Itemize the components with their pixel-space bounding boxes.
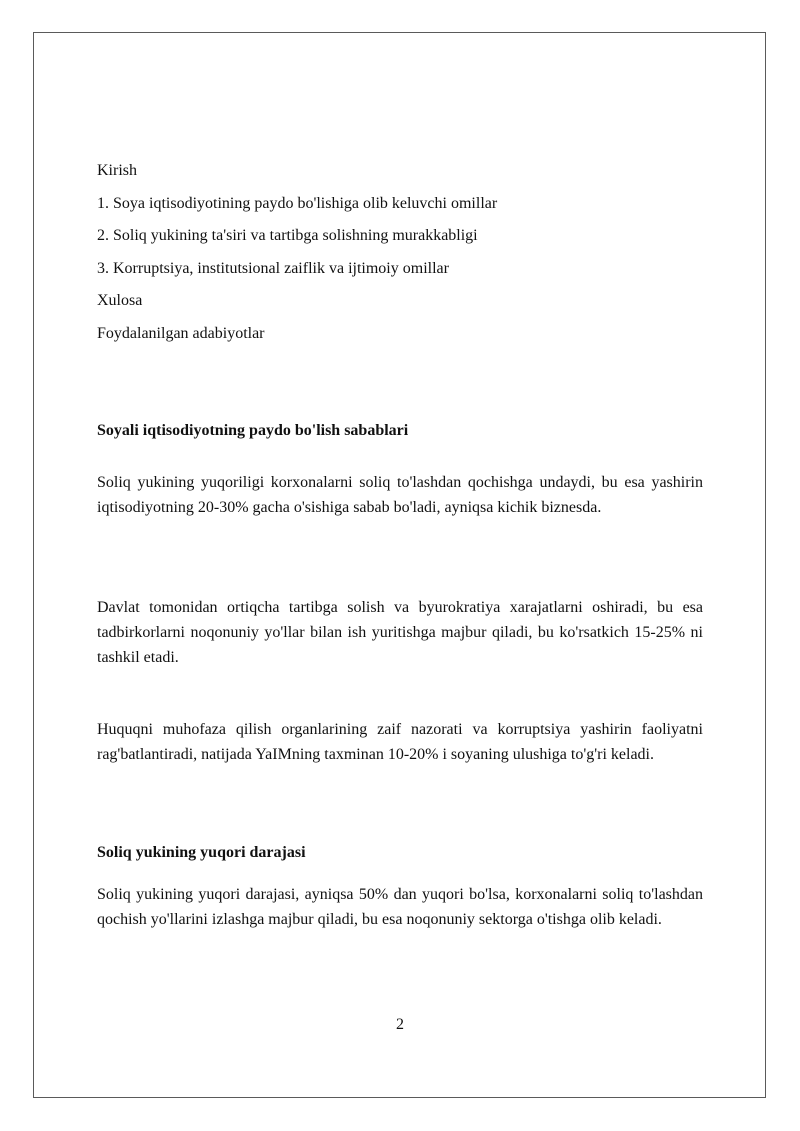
section-heading-tax-level: Soliq yukining yuqori darajasi [97, 844, 306, 861]
paragraph-regulation: Davlat tomonidan ortiqcha tartibga solish va byurokratiya xarajatlarni oshiradi, bu esa tadbirkorlarni noqonuniy yo'llar bilan ish yuritishga majbur qiladi, bu ko'rsatkich 15-25% ni tashkil etadi. [97, 599, 703, 666]
toc-item-introduction: Kirish [97, 162, 137, 179]
page-number: 2 [396, 1016, 404, 1033]
table-of-contents [97, 161, 707, 356]
section-heading-causes: Soyali iqtisodiyotning paydo bo'lish sabablari [97, 422, 409, 439]
toc-item-chapter-3: 3. Korruptsiya, institutsional zaiflik va ijtimoiy omillar [97, 259, 449, 277]
paragraph-tax-burden: Soliq yukining yuqoriligi korxonalarni soliq to'lashdan qochishga undaydi, bu esa yashirin iqtisodiyotning 20-30% gacha o'sishiga sabab bo'ladi, ayniqsa kichik biznesda. [97, 474, 703, 516]
toc-item-conclusion: Xulosa [97, 292, 143, 309]
paragraph-corruption: Huquqni muhofaza qilish organlarining zaif nazorati va korruptsiya yashirin faoliyatni rag'batlantiradi, natijada YaIMning taxminan 10-20% i soyaning ulushiga to'g'ri keladi. [97, 721, 703, 763]
toc-item-references: Foydalanilgan adabiyotlar [97, 324, 265, 342]
toc-item-chapter-1: 1. Soya iqtisodiyotining paydo bo'lishiga olib keluvchi omillar [97, 194, 498, 212]
paragraph-high-tax-level: Soliq yukining yuqori darajasi, ayniqsa 50% dan yuqori bo'lsa, korxonalarni soliq to'lashdan qochish yo'llarini izlashga majbur qiladi, bu esa noqonuniy sektorga o'tishga olib keladi. [97, 886, 703, 928]
toc-item-chapter-2: 2. Soliq yukining ta'siri va tartibga solishning murakkabligi [97, 227, 478, 244]
